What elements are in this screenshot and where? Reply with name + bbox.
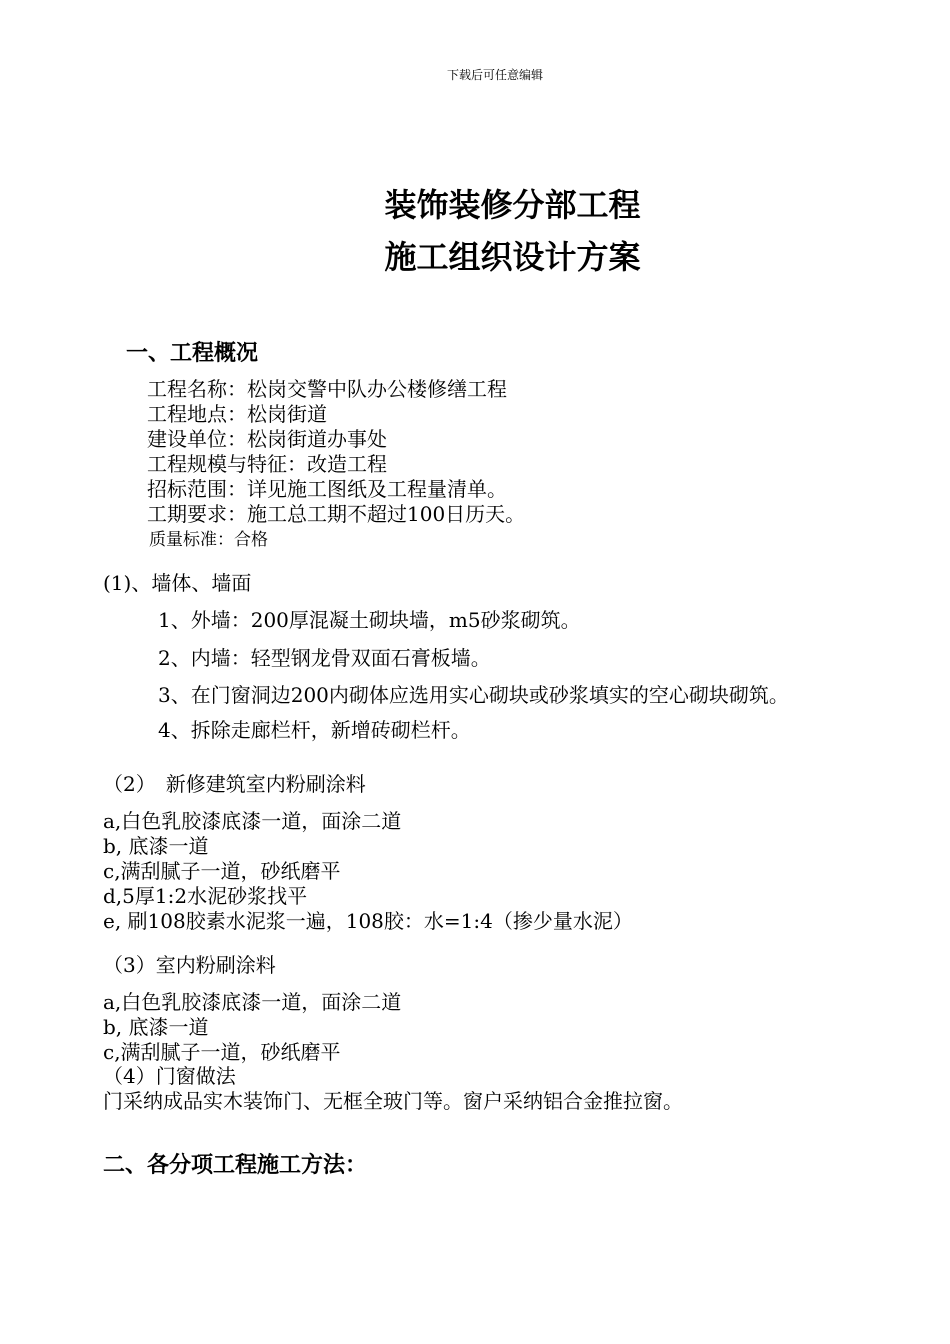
- overview-duration: 工期要求：施工总工期不超过100日历天。: [147, 502, 526, 526]
- overview-quality: 质量标准：合格: [149, 530, 268, 550]
- paint-indoor-item-c: c,满刮腻子一道，砂纸磨平: [103, 1040, 341, 1064]
- paint-new-heading: （2） 新修建筑室内粉刷涂料: [103, 772, 366, 796]
- wall-item-3: 3、在门窗洞边200内砌体应选用实心砌块或砂浆填实的空心砌块砌筑。: [158, 683, 789, 707]
- doors-text: 门采纳成品实木装饰门、无框全玻门等。窗户采纳铝合金推拉窗。: [103, 1089, 683, 1113]
- wall-item-1: 1、外墙：200厚混凝土砌块墙，m5砂浆砌筑。: [158, 608, 581, 632]
- paint-new-item-b: b, 底漆一道: [103, 834, 209, 858]
- paint-indoor-heading: （3）室内粉刷涂料: [103, 953, 276, 977]
- wall-item-4: 4、拆除走廊栏杆，新增砖砌栏杆。: [158, 718, 471, 742]
- paint-indoor-item-a: a,白色乳胶漆底漆一道，面涂二道: [103, 990, 402, 1014]
- overview-name: 工程名称：松岗交警中队办公楼修缮工程: [147, 377, 507, 401]
- overview-location: 工程地点：松岗街道: [147, 402, 327, 426]
- paint-new-item-e: e, 刷108胶素水泥浆一遍，108胶：水=1:4（掺少量水泥）: [103, 909, 633, 933]
- section1-heading: 一、工程概况: [126, 340, 259, 366]
- paint-new-item-a: a,白色乳胶漆底漆一道，面涂二道: [103, 809, 402, 833]
- overview-owner: 建设单位：松岗街道办事处: [147, 427, 387, 451]
- wall-heading: (1)、墙体、墙面: [103, 571, 252, 595]
- header-note: 下载后可任意编辑: [446, 68, 543, 82]
- doors-heading: （4）门窗做法: [103, 1064, 236, 1088]
- wall-item-2: 2、内墙：轻型钢龙骨双面石膏板墙。: [158, 646, 491, 670]
- overview-scope: 招标范围：详见施工图纸及工程量清单。: [147, 477, 507, 501]
- paint-new-item-c: c,满刮腻子一道，砂纸磨平: [103, 859, 341, 883]
- paint-new-item-d: d,5厚1:2水泥砂浆找平: [103, 884, 308, 908]
- overview-scale: 工程规模与特征：改造工程: [147, 452, 387, 476]
- doc-title-line1: 装饰装修分部工程: [384, 186, 641, 224]
- doc-title-line2: 施工组织设计方案: [384, 238, 641, 276]
- section2-heading: 二、各分项工程施工方法：: [103, 1152, 368, 1178]
- paint-indoor-item-b: b, 底漆一道: [103, 1015, 209, 1039]
